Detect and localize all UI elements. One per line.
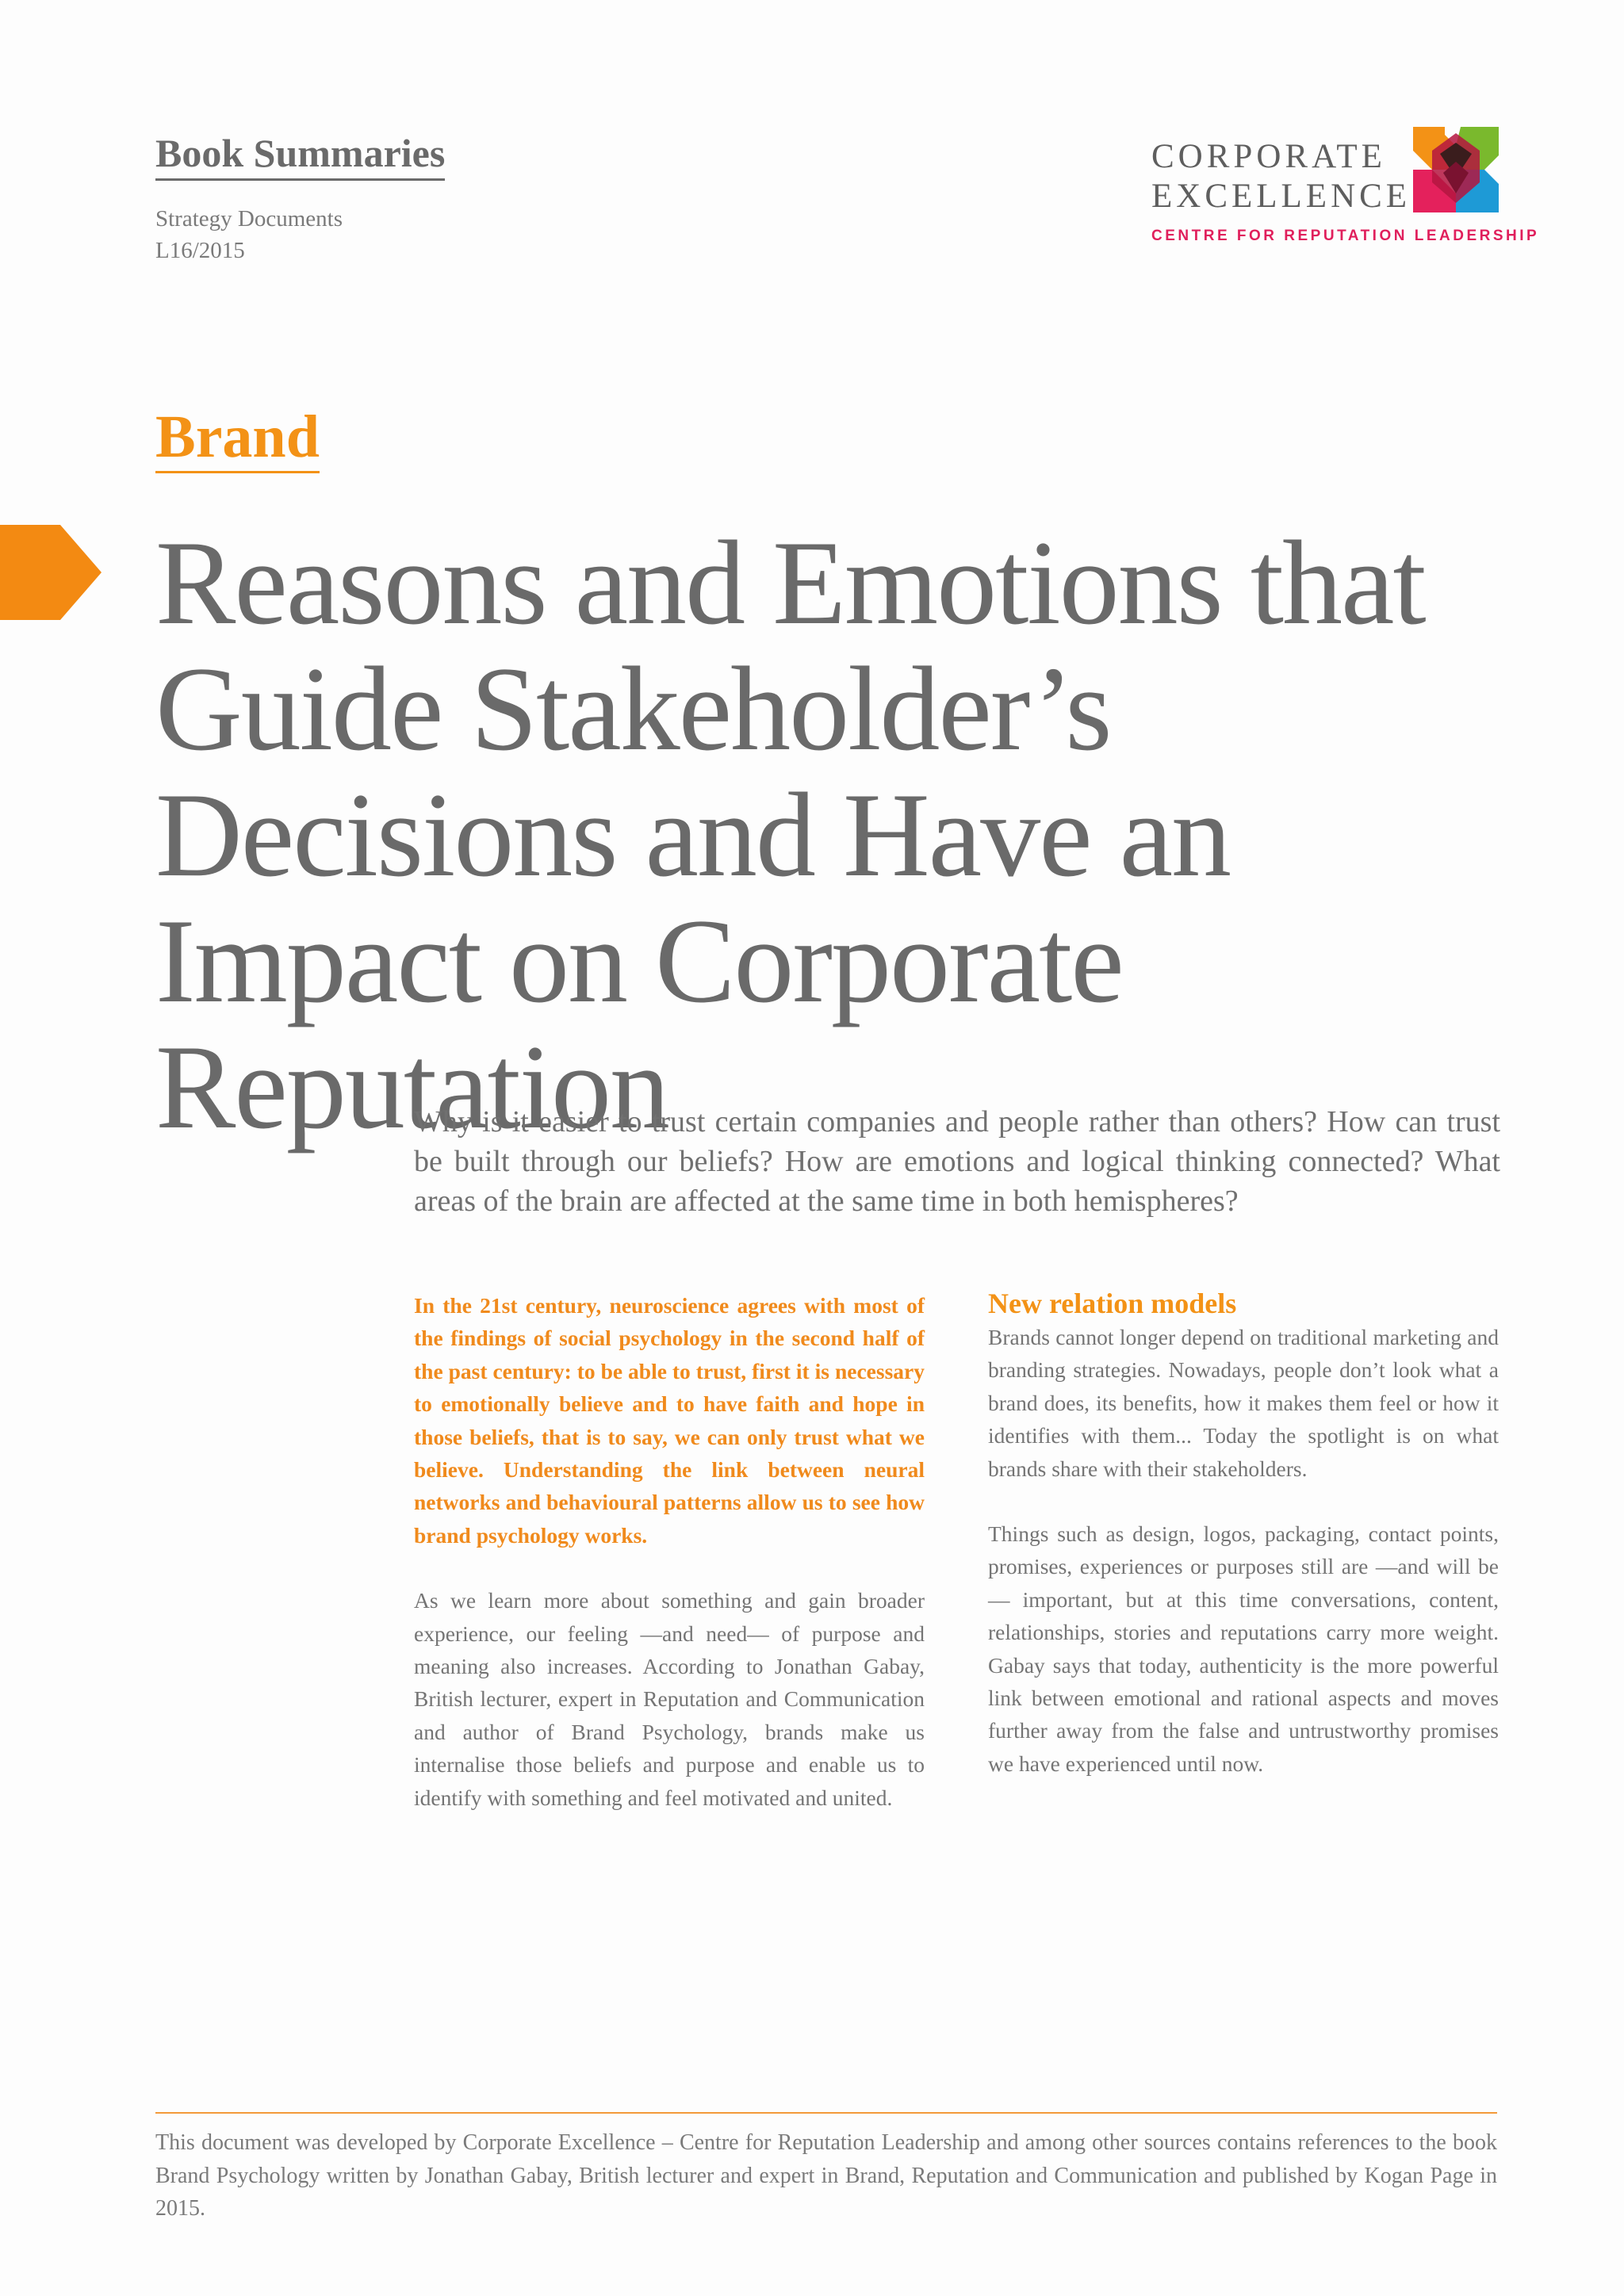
logo-text-line1: CORPORATE — [1151, 138, 1386, 175]
right-paragraph-1: Brands cannot longer depend on traditional marketing and branding strategies. Nowadays, people don’t look what a brand does, its benefits, how it makes them feel or how it identifies with them... Today the spotlight is on what brands share with their stakeholders. — [988, 1325, 1499, 1481]
lead-paragraph: In the 21st century, neuroscience agrees with most of the findings of social psychology in the second half of the past century: to be able to trust, first it is necessary to emotionally believe and to have faith and hope in those beliefs, that is to say, we can only trust what we believe. Understanding the link between neural networks and behavioural patterns allow us to see how brand psychology works. — [414, 1293, 925, 1548]
series-title: Book Summaries — [155, 132, 445, 181]
left-column — [414, 1289, 925, 1814]
right-paragraph-2: Things such as design, logos, packaging, contact points, promises, experiences or purposes still are —and will be— important, but at this time conversations, content, relationships, stories and reputations carry more weight. Gabay says that today, authenticity is the more powerful link between emotional and rational aspects and moves further away from the false and untrustworthy promises we have experienced until now. — [988, 1521, 1499, 1776]
intro-paragraph: Why is it easier to trust certain companies and people rather than others? How can trust be built through our beliefs? How are emotions and logical thinking connected? What areas of the brain are affected at the same time in both hemispheres? — [414, 1105, 1500, 1218]
section-label: Brand — [155, 406, 320, 473]
page-title: Reasons and Emotions that Guide Stakeholder’s Decisions and Have an Impact on Corporate Reputation — [155, 516, 1425, 1154]
footer-note: This document was developed by Corporate Excellence – Centre for Reputation Leadership and among other sources contains references to the book Brand Psychology written by Jonathan Gabay, British lecturer and expert in Brand, Reputation and Communication and published by Kogan Page in 2015. — [155, 2130, 1497, 2221]
document-type: Strategy Documents — [155, 206, 343, 232]
footer-divider — [155, 2112, 1497, 2114]
left-body-paragraph: As we learn more about something and gain broader experience, our feeling —and need— of purpose and meaning also increases. According to Jonathan Gabay, British lecturer, expert in Reputation and Communication and author of Brand Psychology, brands make us internalise those beliefs and purpose and enable us to identify with something and feel motivated and united. — [414, 1588, 925, 1810]
arrow-right-tab-icon — [0, 525, 102, 620]
right-column — [988, 1286, 1499, 1780]
subsection-heading: New relation models — [988, 1288, 1237, 1319]
logo-text-line2: EXCELLENCE — [1151, 178, 1411, 215]
corporate-excellence-logo-icon — [1413, 127, 1499, 212]
document-code: L16/2015 — [155, 238, 245, 263]
logo-subtitle: CENTRE FOR REPUTATION LEADERSHIP — [1151, 228, 1540, 244]
